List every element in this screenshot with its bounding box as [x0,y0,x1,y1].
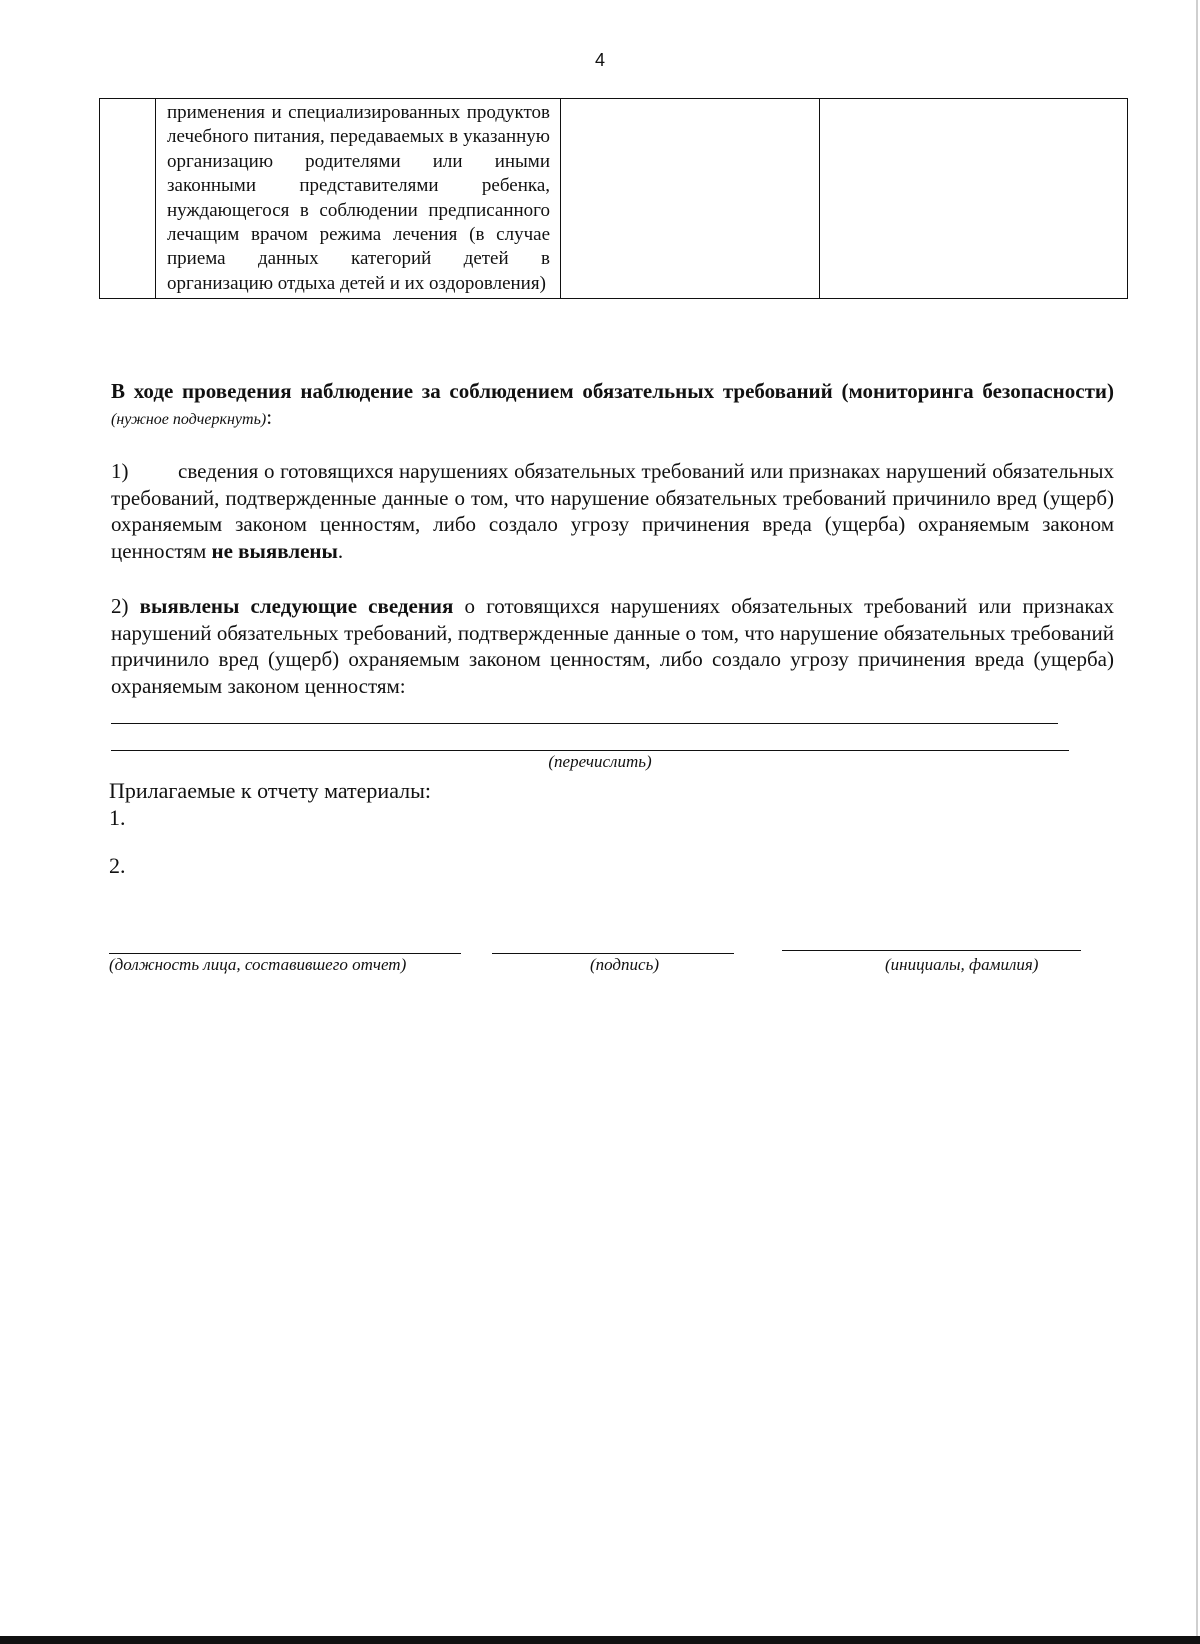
list-caption: (перечислить) [548,752,652,771]
attachment-item-2: 2. [109,853,126,878]
table-cell-result [561,99,820,299]
paragraph-2-text: о готовящихся нарушениях обязательных требований или признаках нарушений обязательных требований, подтвержденные данные о том, что нарушение обязательных требований причинило вред (ущерб) охраняемым законом ценностям, либо создало угрозу причинения вреда (ущерба) охраняемым законом ценностям: [111,594,1115,698]
finding-paragraph-2 [111,593,1114,699]
signature-line [492,953,734,954]
table-cell-notes [820,99,1128,299]
finding-paragraph-1 [111,458,1114,564]
attachment-item-1: 1. [109,805,126,830]
paragraph-1-text: сведения о готовящихся нарушениях обязательных требований или признаках нарушений обязательных требований, подтвержденные данные о том, что нарушение обязательных требований причинило вред (ущерб) охраняемым законом ценностям, либо создало угрозу причинения вреда (ущерба) охраняемым законом ценностям [111,459,1114,563]
position-signature-line [109,953,461,954]
heading-colon: : [266,405,273,429]
report-table [99,98,1128,299]
paragraph-1-period: . [337,538,344,563]
fill-in-line-2 [111,750,1069,751]
name-caption: (инициалы, фамилия) [885,955,1039,974]
table-row [100,99,1128,299]
heading-bold-text: В ходе проведения наблюдение за соблюдением обязательных требований (мониторинга безопасности) [111,379,1114,403]
attachments-title: Прилагаемые к отчету материалы: [109,778,432,803]
scan-bottom-edge [0,1636,1200,1644]
heading-note: (нужное подчеркнуть) [111,411,267,428]
name-signature-line [782,950,1081,951]
position-caption: (должность лица, составившего отчет) [109,955,407,974]
table-cell-number [100,99,156,299]
paragraph-2-bold-text: выявлены следующие сведения [139,594,454,618]
page-number: 4 [594,50,605,70]
paragraph-2-number: 2) [111,594,129,618]
signature-caption: (подпись) [590,955,659,974]
section-heading [111,378,1114,433]
paragraph-1-number: 1) [111,459,129,483]
requirement-text: применения и специализированных продуктов лечебного питания, передаваемых в указанную организацию родителями или иными законными представителями ребенка, нуждающегося в соблюдении предписанного лечащим врачом режима лечения (в случае приема данных категорий детей в организацию отдыха детей и их оздоровления) [167,102,550,294]
fill-in-line-1 [111,723,1058,724]
page-edge-shadow [1196,0,1198,1644]
table-cell-requirement [156,99,561,299]
paragraph-1-bold-end: не выявлены [211,538,338,563]
